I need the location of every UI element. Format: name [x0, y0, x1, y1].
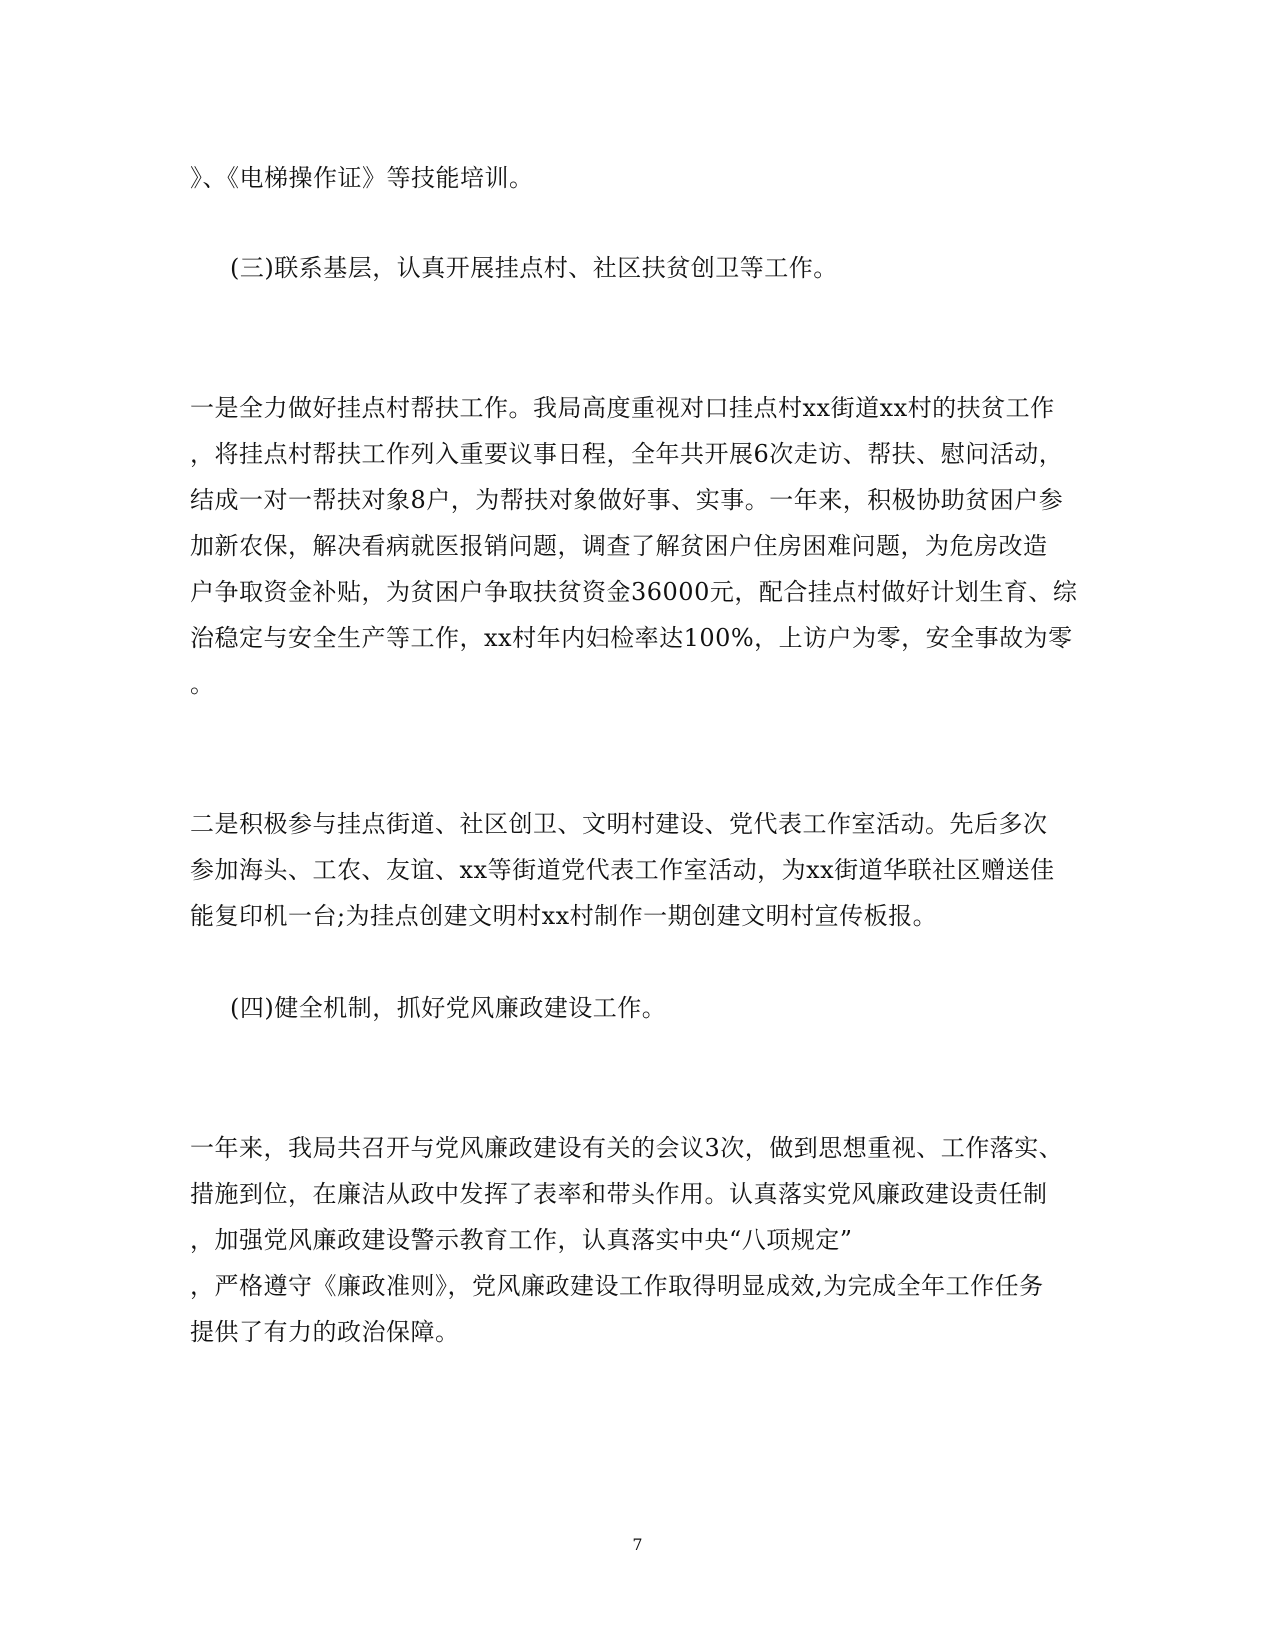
section-heading: (四)健全机制，抓好党风廉政建设工作。 [230, 994, 667, 1022]
section-heading: (三)联系基层，认真开展挂点村、社区扶贫创卫等工作。 [230, 254, 838, 282]
text-line: 户争取资金补贴，为贫困户争取扶贫资金36000元，配合挂点村做好计划生育、综 [190, 578, 1078, 606]
text-line: 参加海头、工农、友谊、xx等街道党代表工作室活动，为xx街道华联社区赠送佳 [190, 856, 1055, 884]
text-line: 二是积极参与挂点街道、社区创卫、文明村建设、党代表工作室活动。先后多次 [190, 810, 1048, 838]
text-line: ，加强党风廉政建设警示教育工作，认真落实中央“八项规定” [190, 1226, 853, 1254]
text-line: ，将挂点村帮扶工作列入重要议事日程，全年共开展6次走访、帮扶、慰问活动， [190, 440, 1064, 468]
text-line: 能复印机一台;为挂点创建文明村xx村制作一期创建文明村宣传板报。 [190, 902, 938, 930]
text-line: 一是全力做好挂点村帮扶工作。我局高度重视对口挂点村xx街道xx村的扶贫工作 [190, 394, 1055, 422]
text-line: 一年来，我局共召开与党风廉政建设有关的会议3次，做到思想重视、工作落实、 [190, 1134, 1064, 1162]
text-line: 。 [190, 670, 215, 698]
text-line: 》、《电梯操作证》等技能培训。 [190, 164, 534, 192]
text-line: 结成一对一帮扶对象8户，为帮扶对象做好事、实事。一年来，积极协助贫困户参 [190, 486, 1064, 514]
text-line: 措施到位，在廉洁从政中发挥了表率和带头作用。认真落实党风廉政建设责任制 [190, 1180, 1048, 1208]
text-line: 治稳定与安全生产等工作，xx村年内妇检率达100%，上访户为零，安全事故为零 [190, 624, 1073, 652]
text-line: ，严格遵守《廉政准则》，党风廉政建设工作取得明显成效,为完成全年工作任务 [190, 1272, 1044, 1300]
text-line: 提供了有力的政治保障。 [190, 1318, 460, 1346]
text-line: 加新农保，解决看病就医报销问题，调查了解贫困户住房困难问题，为危房改造 [190, 532, 1048, 560]
page-number: 7 [632, 1535, 643, 1554]
